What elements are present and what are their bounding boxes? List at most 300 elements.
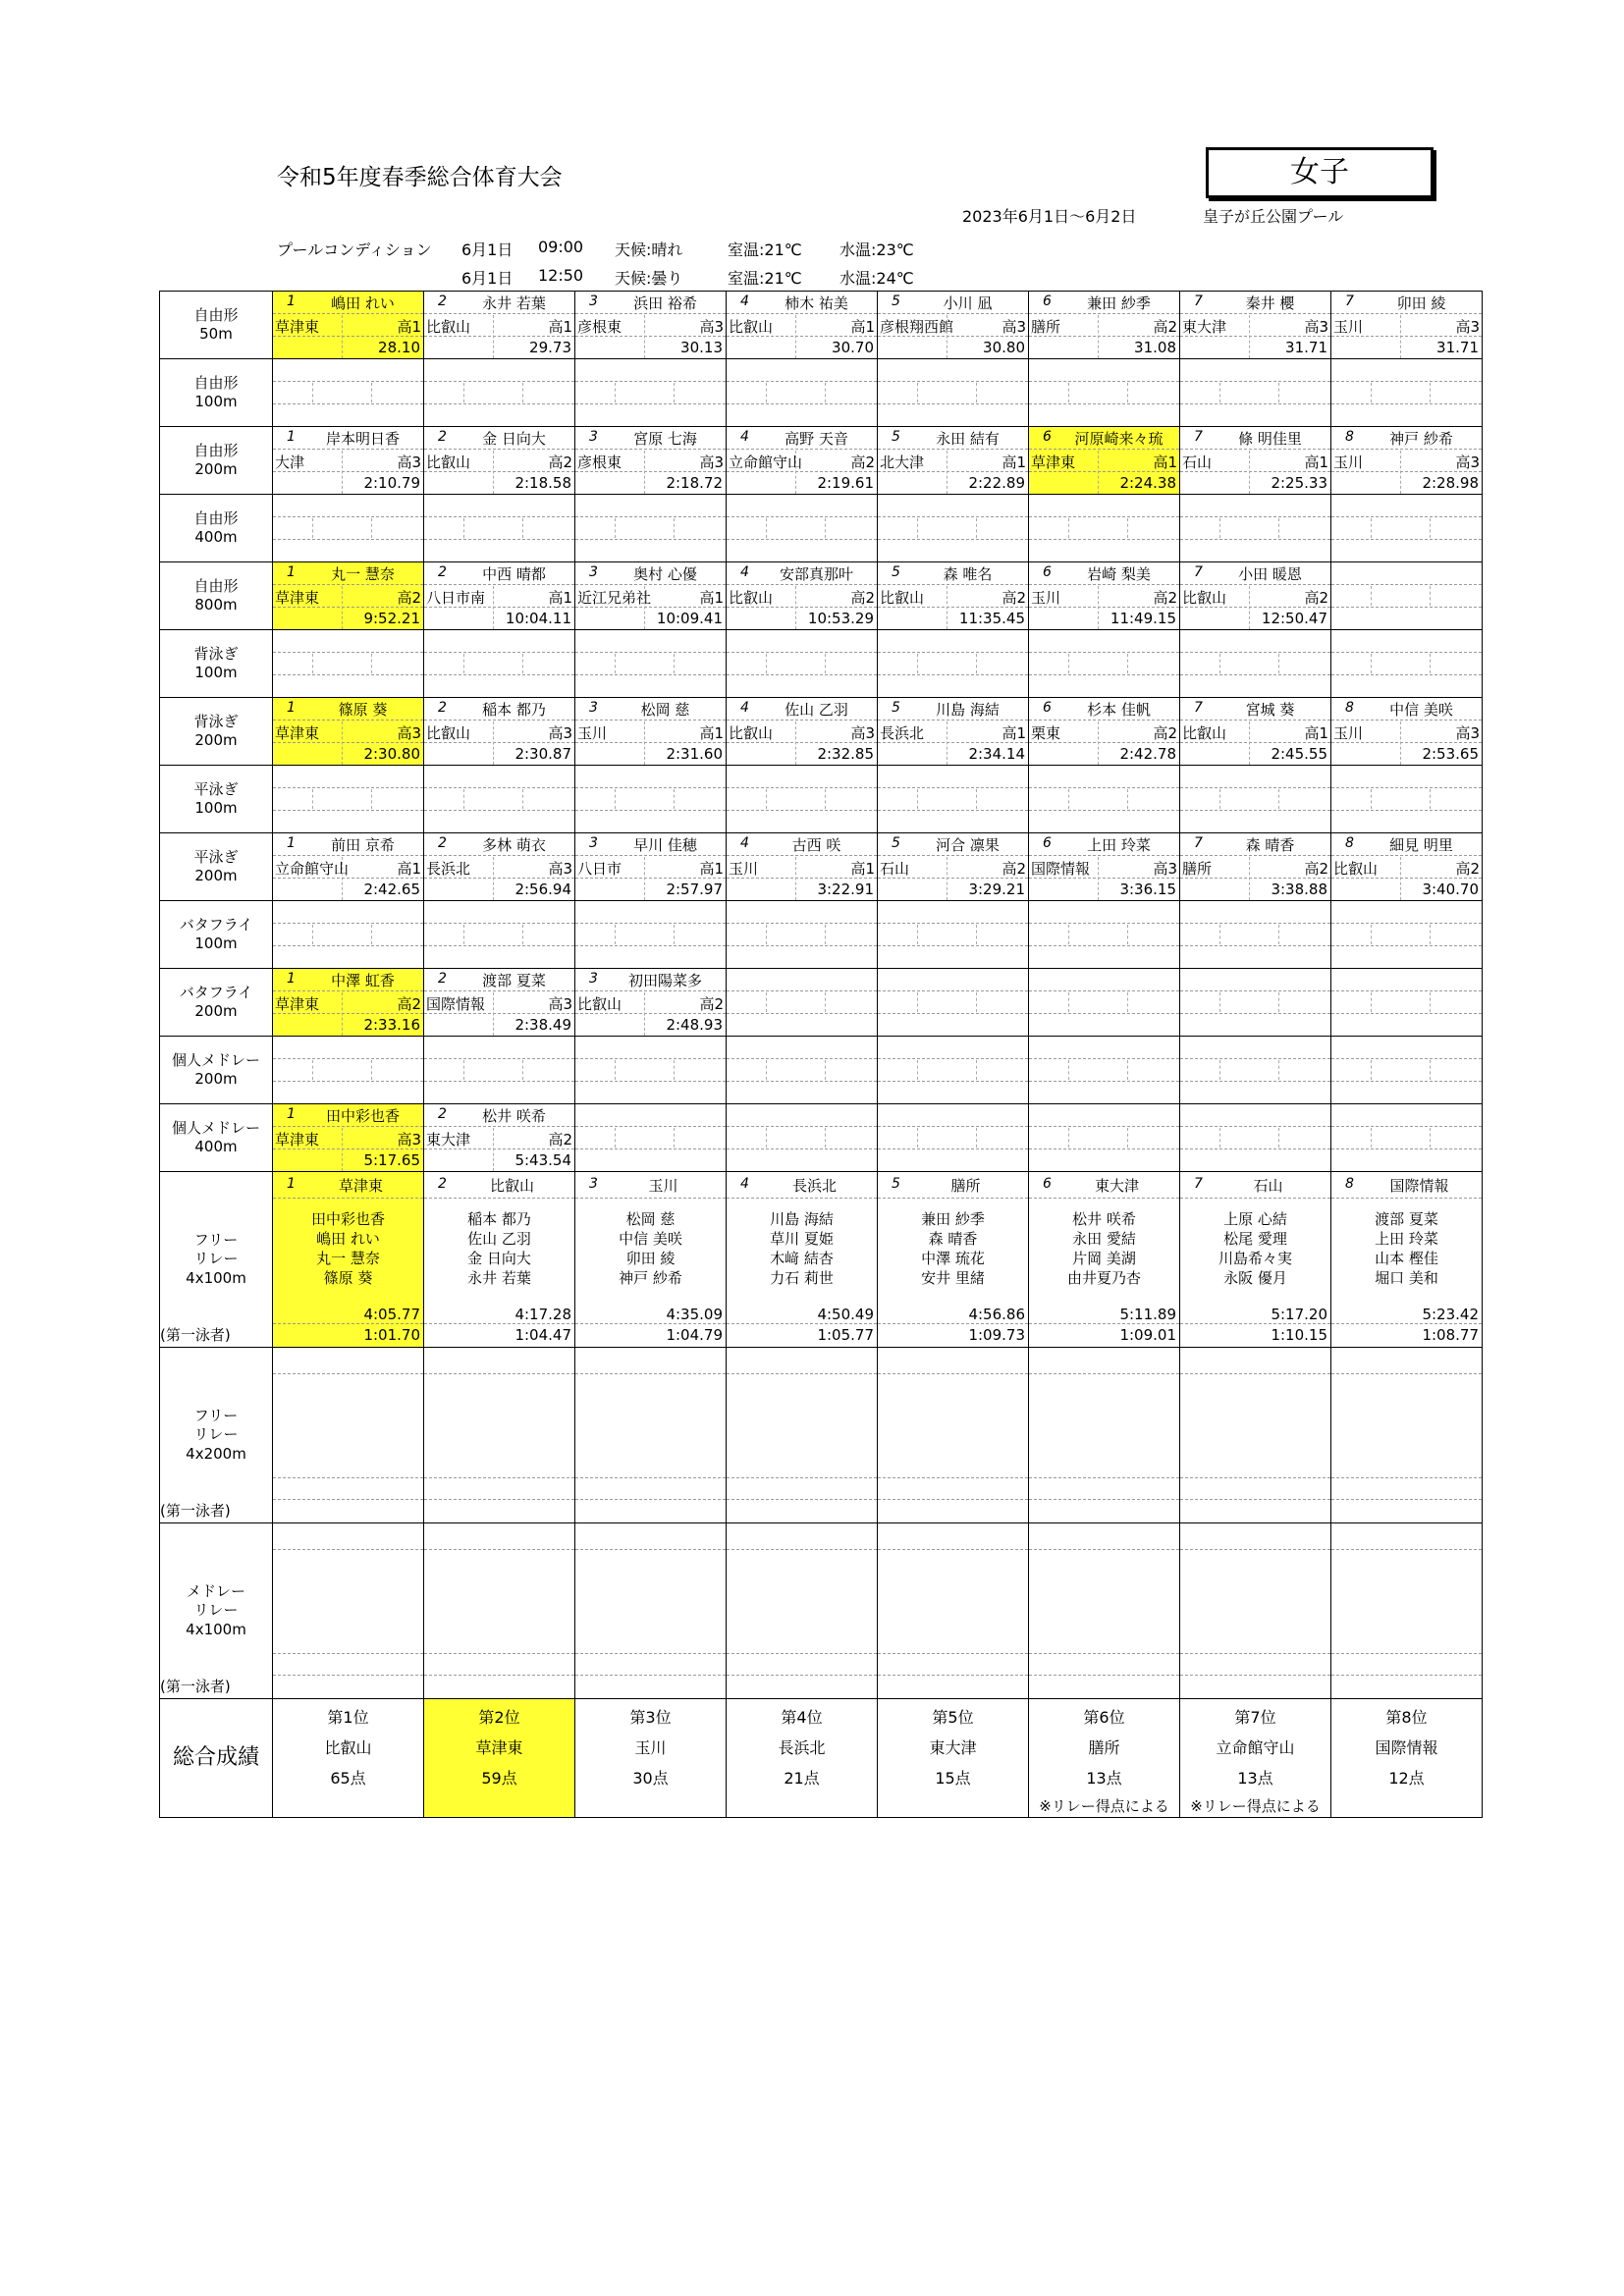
entry-time-line — [424, 879, 574, 900]
dash-line — [575, 517, 726, 540]
lane-number: 7 — [1194, 564, 1203, 580]
entry-school-line — [273, 585, 423, 608]
dash-line — [424, 1373, 574, 1374]
dash-divider — [1278, 654, 1279, 673]
relay-school: 比叡山 — [489, 1177, 534, 1195]
grade: 高3 — [548, 724, 572, 742]
swim-time: 3:40.70 — [1422, 881, 1479, 898]
swimmer-entry — [878, 427, 1028, 494]
event-label — [160, 766, 273, 833]
dash-line — [1029, 788, 1179, 811]
swimmer-entry — [273, 698, 423, 765]
swimmer-name: 初田陽菜多 — [627, 972, 702, 989]
swimmer-entry — [727, 698, 877, 765]
swim-time: 2:56.94 — [514, 881, 571, 898]
relay-members — [878, 1209, 1028, 1288]
school-name: 長浜北 — [426, 860, 471, 878]
overall-cell — [424, 1699, 575, 1818]
relay-cell — [424, 1348, 575, 1523]
entry-name-line — [273, 698, 423, 721]
dash-line — [1029, 1104, 1179, 1127]
dash-divider — [1219, 383, 1220, 402]
swim-time: 2:24.38 — [1119, 474, 1176, 492]
cond-weather-2: 天候:曇り — [615, 269, 683, 288]
entry-name-line — [1029, 292, 1179, 314]
result-cell — [1029, 292, 1180, 359]
overall-entry — [1180, 1699, 1330, 1817]
dash-divider — [615, 654, 616, 673]
entry-name-line — [273, 969, 423, 991]
school-name: 立命館守山 — [729, 454, 803, 471]
event-label — [160, 292, 273, 359]
entry-school-line — [1331, 314, 1482, 337]
school-name: 比叡山 — [1333, 860, 1379, 878]
event-label — [160, 698, 273, 766]
empty-entry — [727, 495, 877, 561]
dash-divider — [976, 1128, 977, 1148]
entry-school-line — [1029, 856, 1179, 879]
empty-entry — [1331, 562, 1482, 629]
lane-number: 6 — [1043, 1176, 1052, 1192]
dash-divider — [522, 925, 523, 944]
lane-number: 4 — [740, 700, 749, 716]
entry-time-line — [878, 337, 1028, 358]
dash-divider — [917, 992, 918, 1012]
relay-cell — [1029, 1523, 1180, 1699]
dash-line — [727, 630, 877, 653]
entry-school-line — [273, 1127, 423, 1149]
grade: 高2 — [548, 1131, 572, 1148]
relay-time: 5:23.42 — [1422, 1306, 1479, 1323]
dash-divider — [1127, 1128, 1128, 1148]
relay-members — [273, 1209, 423, 1288]
entry-name-line — [878, 427, 1028, 450]
empty-entry — [878, 1104, 1028, 1171]
event-label — [160, 901, 273, 969]
result-cell — [424, 359, 575, 427]
empty-entry — [273, 359, 423, 426]
result-cell — [575, 766, 727, 833]
swimmer-entry — [1029, 427, 1179, 494]
relay-time: 4:17.28 — [514, 1306, 571, 1323]
swim-time: 10:04.11 — [505, 610, 571, 627]
dash-divider — [312, 925, 313, 944]
swimmer-entry — [1331, 833, 1482, 900]
empty-relay — [575, 1523, 726, 1698]
swimmer-entry — [273, 292, 423, 358]
dash-line — [1029, 1037, 1179, 1059]
empty-relay — [878, 1348, 1028, 1522]
entry-school-line — [424, 1127, 574, 1149]
swim-time: 3:38.88 — [1271, 881, 1327, 898]
dash-line — [424, 382, 574, 404]
school-name: 玉川 — [577, 724, 608, 742]
event-name: 個人メドレー — [171, 1118, 260, 1137]
dash-line — [273, 1549, 423, 1550]
school-name: 草津東 — [275, 995, 320, 1013]
empty-entry — [273, 630, 423, 697]
dash-line — [1180, 359, 1330, 382]
dash-line — [273, 517, 423, 540]
swimmer-name: 永井 若葉 — [482, 294, 546, 312]
relay-member: 中澤 琉花 — [921, 1250, 985, 1267]
swimmer-name: 河原崎来々琉 — [1074, 430, 1164, 448]
dash-line — [727, 788, 877, 811]
empty-entry — [727, 1037, 877, 1103]
result-cell — [1331, 698, 1483, 766]
dash-divider — [1278, 789, 1279, 809]
relay-team — [424, 1172, 574, 1347]
result-cell — [1331, 1037, 1483, 1104]
swim-time: 2:10.79 — [363, 474, 420, 492]
dash-line — [727, 517, 877, 540]
school-name: 玉川 — [1333, 724, 1364, 742]
entry-time-line — [575, 879, 726, 900]
dash-divider — [463, 789, 464, 809]
empty-entry — [424, 495, 574, 561]
dash-divider — [371, 518, 372, 538]
relay-name: メドレー — [186, 1581, 245, 1600]
swim-time: 2:33.16 — [363, 1016, 420, 1034]
dash-divider — [1068, 383, 1069, 402]
relay-member: 松岡 慈 — [625, 1210, 676, 1228]
relay-row — [160, 1172, 1483, 1348]
swimmer-entry — [424, 292, 574, 358]
overall-note: ※リレー得点による — [1039, 1797, 1169, 1815]
dash-divider — [917, 654, 918, 673]
relay-name: フリー — [193, 1406, 239, 1424]
entry-school-line — [727, 314, 877, 337]
dash-divider — [371, 1060, 372, 1080]
grade: 高2 — [548, 454, 572, 471]
relay-team — [878, 1172, 1028, 1347]
dash-divider — [766, 1128, 767, 1148]
swim-time: 2:38.49 — [514, 1016, 571, 1034]
result-cell — [727, 495, 878, 562]
school-name: 草津東 — [275, 1131, 320, 1148]
swim-time: 2:30.80 — [363, 745, 420, 763]
relay-member: 上原 心結 — [1223, 1210, 1287, 1228]
dash-line — [273, 1675, 423, 1676]
lane-number: 7 — [1194, 1176, 1203, 1192]
dash-divider — [825, 992, 826, 1012]
dash-line — [1331, 901, 1482, 924]
dash-line — [424, 766, 574, 788]
swim-time: 3:22.91 — [817, 881, 874, 898]
dash-divider — [825, 518, 826, 538]
first-leg-time: 1:08.77 — [1422, 1326, 1479, 1344]
overall-school: 国際情報 — [1375, 1738, 1438, 1757]
result-cell — [1331, 562, 1483, 630]
first-leg-time: 1:09.73 — [968, 1326, 1025, 1344]
dash-divider — [766, 518, 767, 538]
relay-cell — [1331, 1172, 1483, 1348]
dash-line — [878, 1059, 1028, 1082]
swim-time: 9:52.21 — [363, 610, 420, 627]
event-row — [160, 698, 1483, 766]
entry-time-line — [424, 337, 574, 358]
event-name: バタフライ — [179, 983, 253, 1001]
lane-number: 7 — [1194, 700, 1203, 716]
dash-line — [1331, 653, 1482, 675]
cell-divider — [1098, 451, 1099, 494]
grade: 高3 — [397, 1131, 421, 1148]
school-name: 玉川 — [1031, 589, 1061, 607]
empty-relay — [575, 1348, 726, 1522]
empty-entry — [727, 630, 877, 697]
result-cell — [878, 766, 1029, 833]
dash-line — [1029, 766, 1179, 788]
grade: 高2 — [1001, 860, 1026, 878]
result-cell — [1029, 562, 1180, 630]
dash-line — [273, 1037, 423, 1059]
dash-divider — [674, 789, 675, 809]
result-cell — [273, 969, 424, 1037]
entry-name-line — [424, 292, 574, 314]
dash-line — [878, 382, 1028, 404]
result-cell — [1029, 833, 1180, 901]
relay-members — [1029, 1209, 1179, 1288]
event-name: 自由形 — [193, 373, 239, 392]
relay-name: フリー — [193, 1230, 239, 1249]
dash-line — [727, 653, 877, 675]
pool-condition-label: プールコンディション — [277, 240, 432, 259]
dash-line — [727, 382, 877, 404]
school-name: 彦根東 — [577, 454, 623, 471]
dash-line — [273, 382, 423, 404]
empty-entry — [1331, 766, 1482, 832]
entry-name-line — [878, 833, 1028, 856]
dash-line — [424, 1037, 574, 1059]
dash-divider — [674, 925, 675, 944]
lane-number: 5 — [892, 835, 900, 851]
result-cell — [727, 562, 878, 630]
grade: 高1 — [548, 589, 572, 607]
dash-line — [575, 924, 726, 946]
event-row — [160, 901, 1483, 969]
overall-entry — [1331, 1699, 1482, 1817]
entry-time-line — [1029, 743, 1179, 765]
empty-entry — [575, 359, 726, 426]
dash-divider — [766, 992, 767, 1012]
swim-time: 3:29.21 — [968, 881, 1025, 898]
overall-cell — [1331, 1699, 1483, 1818]
event-row — [160, 292, 1483, 359]
overall-cell — [575, 1699, 727, 1818]
entry-school-line — [575, 314, 726, 337]
relay-cell — [1180, 1172, 1331, 1348]
empty-entry — [878, 495, 1028, 561]
dash-divider — [1278, 1060, 1279, 1080]
entry-school-line — [727, 450, 877, 472]
result-cell — [1029, 359, 1180, 427]
cond-water-temp-2: 水温:24℃ — [839, 269, 914, 288]
school-name: 比叡山 — [729, 589, 774, 607]
relay-member: 安井 里緒 — [921, 1269, 985, 1287]
swimmer-name: 森 晴香 — [1245, 836, 1295, 854]
cell-divider — [342, 451, 343, 494]
entry-name-line — [727, 292, 877, 314]
swim-time: 11:35.45 — [958, 610, 1025, 627]
swim-time: 2:57.97 — [666, 881, 723, 898]
result-cell — [424, 630, 575, 698]
dash-line — [727, 969, 877, 991]
result-cell — [878, 292, 1029, 359]
entry-name-line — [878, 292, 1028, 314]
grade: 高3 — [1153, 860, 1177, 878]
event-label — [160, 833, 273, 901]
dash-line — [1180, 924, 1330, 946]
entry-school-line — [1180, 585, 1330, 608]
event-distance: 200m — [194, 460, 238, 478]
entry-time-line — [1331, 743, 1482, 765]
dash-divider — [1127, 925, 1128, 944]
empty-relay — [273, 1523, 423, 1698]
grade: 高3 — [1455, 454, 1480, 471]
grade: 高2 — [1001, 589, 1026, 607]
first-swimmer-label: (第一泳者) — [160, 1677, 231, 1695]
relay-member: 永田 愛結 — [1072, 1230, 1136, 1248]
entry-name-line — [424, 562, 574, 585]
first-leg-time: 1:04.47 — [514, 1326, 571, 1344]
overall-entry — [424, 1699, 574, 1817]
grade: 高1 — [850, 860, 875, 878]
lane-number: 3 — [589, 835, 598, 851]
swimmer-entry — [727, 292, 877, 358]
lane-number: 4 — [740, 835, 749, 851]
entry-name-line — [1180, 427, 1330, 450]
school-name: 彦根東 — [577, 318, 623, 336]
dash-divider — [1219, 789, 1220, 809]
dash-divider — [1430, 925, 1431, 944]
overall-cell — [1180, 1699, 1331, 1818]
swimmer-entry — [727, 833, 877, 900]
dash-divider — [766, 789, 767, 809]
swimmer-entry — [1180, 562, 1330, 629]
swimmer-entry — [575, 969, 726, 1036]
empty-entry — [1029, 359, 1179, 426]
relay-distance: 4x100m — [186, 1268, 246, 1287]
dash-line — [1331, 495, 1482, 517]
cell-divider — [1249, 586, 1250, 629]
swimmer-name: 河合 凛果 — [936, 836, 1000, 854]
swimmer-entry — [575, 427, 726, 494]
dash-divider — [917, 1060, 918, 1080]
cell-divider — [493, 1128, 494, 1171]
empty-entry — [1180, 495, 1330, 561]
swimmer-name: 渡部 夏菜 — [482, 972, 546, 989]
grade: 高2 — [850, 454, 875, 471]
result-cell — [727, 1037, 878, 1104]
event-row — [160, 495, 1483, 562]
swim-time: 30.13 — [680, 339, 723, 356]
dash-line — [727, 359, 877, 382]
grade: 高1 — [1001, 454, 1026, 471]
relay-label — [160, 1348, 273, 1523]
result-cell — [1180, 495, 1331, 562]
relay-name-2: リレー — [193, 1250, 239, 1268]
dash-line — [424, 1653, 574, 1654]
result-cell — [1331, 901, 1483, 969]
swimmer-entry — [1180, 292, 1330, 358]
first-leg-time: 1:01.70 — [363, 1326, 420, 1344]
lane-number: 2 — [438, 835, 447, 851]
empty-entry — [1029, 495, 1179, 561]
grade: 高1 — [1153, 454, 1177, 471]
overall-points: 65点 — [330, 1769, 366, 1788]
entry-name-line — [1331, 833, 1482, 856]
empty-relay — [1029, 1523, 1179, 1698]
empty-entry — [1331, 901, 1482, 968]
result-cell — [575, 359, 727, 427]
empty-entry — [1029, 1104, 1179, 1171]
dash-line — [273, 1653, 423, 1654]
entry-time-line — [1180, 608, 1330, 629]
result-cell — [1331, 969, 1483, 1037]
relay-team-header — [575, 1172, 726, 1199]
lane-number: 2 — [438, 294, 447, 309]
swimmer-name: 篠原 葵 — [338, 701, 388, 719]
result-cell — [1331, 833, 1483, 901]
grade: 高3 — [699, 454, 724, 471]
date-range: 2023年6月1日～6月2日 — [962, 207, 1137, 226]
relay-member: 松井 咲希 — [1072, 1210, 1136, 1228]
dash-line — [273, 1477, 423, 1478]
dash-line — [575, 1653, 726, 1654]
dash-line — [575, 359, 726, 382]
entry-school-line — [878, 450, 1028, 472]
relay-member: 力石 莉世 — [770, 1269, 834, 1287]
school-name: 比叡山 — [729, 318, 774, 336]
entry-name-line — [727, 698, 877, 721]
result-cell — [727, 630, 878, 698]
swimmer-entry — [575, 562, 726, 629]
dash-divider — [917, 925, 918, 944]
relay-team — [273, 1172, 423, 1347]
swim-time: 5:17.65 — [363, 1151, 420, 1169]
grade: 高3 — [850, 724, 875, 742]
dash-divider — [825, 654, 826, 673]
dash-divider — [1068, 925, 1069, 944]
overall-school: 比叡山 — [324, 1738, 372, 1757]
dash-divider — [1371, 586, 1372, 606]
dash-divider — [463, 925, 464, 944]
cell-divider — [493, 315, 494, 358]
dash-line — [727, 766, 877, 788]
dash-divider — [825, 925, 826, 944]
dash-line — [1180, 1127, 1330, 1149]
empty-entry — [1180, 359, 1330, 426]
lane-number: 2 — [438, 1106, 447, 1122]
result-cell — [1180, 698, 1331, 766]
result-cell — [1029, 1104, 1180, 1172]
relay-members — [727, 1209, 877, 1288]
relay-member: 堀口 美和 — [1375, 1269, 1438, 1287]
result-cell — [273, 359, 424, 427]
relay-team — [727, 1172, 877, 1347]
cell-divider — [342, 315, 343, 358]
cond-date-2: 6月1日 — [461, 269, 514, 288]
lane-number: 4 — [740, 429, 749, 445]
entry-school-line — [424, 991, 574, 1014]
relay-school: 石山 — [1253, 1177, 1283, 1195]
dash-divider — [371, 789, 372, 809]
dash-line — [424, 517, 574, 540]
result-cell — [1180, 562, 1331, 630]
dash-line — [424, 901, 574, 924]
grade: 高2 — [850, 589, 875, 607]
result-cell — [575, 630, 727, 698]
